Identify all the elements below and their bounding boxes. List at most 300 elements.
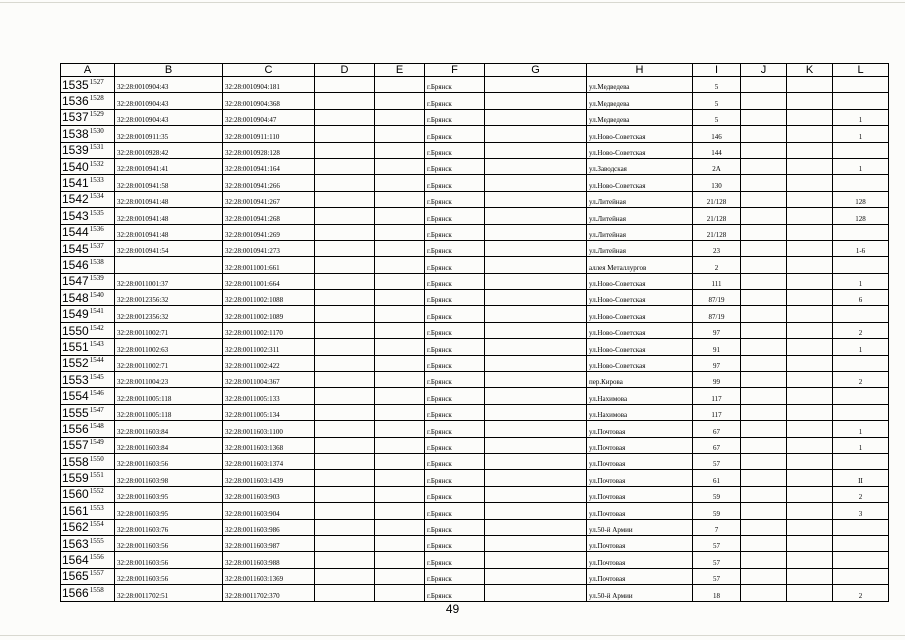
cell-c[interactable]: 32:28:0011603:1368 bbox=[223, 437, 315, 453]
cell-j[interactable] bbox=[741, 404, 787, 420]
row-cell-a[interactable] bbox=[61, 126, 115, 142]
cell-j[interactable] bbox=[741, 388, 787, 404]
cell-d[interactable] bbox=[315, 273, 375, 289]
cell-c[interactable]: 32:28:0011002:311 bbox=[223, 339, 315, 355]
cell-b[interactable]: 32:28:0011603:56 bbox=[115, 535, 223, 551]
cell-e[interactable] bbox=[375, 355, 425, 371]
cell-j[interactable] bbox=[741, 306, 787, 322]
cell-i[interactable]: 21/128 bbox=[693, 208, 741, 224]
cell-k[interactable] bbox=[787, 257, 833, 273]
cell-l[interactable]: 2 bbox=[833, 486, 889, 502]
cell-c[interactable]: 32:28:0010941:266 bbox=[223, 175, 315, 191]
cell-c[interactable]: 32:28:0010928:128 bbox=[223, 142, 315, 158]
cell-i[interactable]: 97 bbox=[693, 322, 741, 338]
cell-d[interactable] bbox=[315, 158, 375, 174]
cell-i[interactable]: 91 bbox=[693, 339, 741, 355]
cell-f[interactable]: г.Брянск bbox=[425, 158, 485, 174]
cell-b[interactable]: 32:28:0011603:56 bbox=[115, 568, 223, 584]
cell-d[interactable] bbox=[315, 290, 375, 306]
row-cell-a[interactable] bbox=[61, 77, 115, 93]
cell-f[interactable]: г.Брянск bbox=[425, 421, 485, 437]
cell-g[interactable] bbox=[485, 109, 587, 125]
cell-e[interactable] bbox=[375, 388, 425, 404]
cell-e[interactable] bbox=[375, 126, 425, 142]
row-cell-a[interactable] bbox=[61, 404, 115, 420]
cell-l[interactable]: 6 bbox=[833, 290, 889, 306]
cell-k[interactable] bbox=[787, 585, 833, 601]
cell-d[interactable] bbox=[315, 175, 375, 191]
cell-g[interactable] bbox=[485, 322, 587, 338]
column-header-h[interactable]: H bbox=[587, 64, 693, 77]
cell-e[interactable] bbox=[375, 568, 425, 584]
cell-e[interactable] bbox=[375, 290, 425, 306]
cell-e[interactable] bbox=[375, 437, 425, 453]
cell-l[interactable] bbox=[833, 453, 889, 469]
cell-j[interactable] bbox=[741, 109, 787, 125]
cell-j[interactable] bbox=[741, 257, 787, 273]
cell-b[interactable]: 32:28:0010904:43 bbox=[115, 109, 223, 125]
cell-e[interactable] bbox=[375, 503, 425, 519]
cell-h[interactable]: ул.Ново-Советская bbox=[587, 175, 693, 191]
cell-b[interactable]: 32:28:0011002:63 bbox=[115, 339, 223, 355]
cell-i[interactable]: 7 bbox=[693, 519, 741, 535]
row-cell-a[interactable] bbox=[61, 503, 115, 519]
cell-i[interactable]: 117 bbox=[693, 388, 741, 404]
cell-j[interactable] bbox=[741, 208, 787, 224]
cell-c[interactable]: 32:28:0011603:903 bbox=[223, 486, 315, 502]
cell-k[interactable] bbox=[787, 388, 833, 404]
cell-g[interactable] bbox=[485, 404, 587, 420]
cell-l[interactable]: II bbox=[833, 470, 889, 486]
cell-c[interactable]: 32:28:0011603:1369 bbox=[223, 568, 315, 584]
cell-e[interactable] bbox=[375, 93, 425, 109]
cell-b[interactable]: 32:28:0011603:95 bbox=[115, 486, 223, 502]
cell-e[interactable] bbox=[375, 453, 425, 469]
cell-d[interactable] bbox=[315, 372, 375, 388]
cell-b[interactable]: 32:28:0011603:56 bbox=[115, 453, 223, 469]
cell-j[interactable] bbox=[741, 142, 787, 158]
cell-j[interactable] bbox=[741, 421, 787, 437]
cell-b[interactable]: 32:28:0012356:32 bbox=[115, 290, 223, 306]
cell-j[interactable] bbox=[741, 470, 787, 486]
cell-l[interactable]: 128 bbox=[833, 208, 889, 224]
cell-f[interactable]: г.Брянск bbox=[425, 257, 485, 273]
cell-l[interactable]: 2 bbox=[833, 372, 889, 388]
cell-d[interactable] bbox=[315, 306, 375, 322]
cell-c[interactable]: 32:28:0010904:181 bbox=[223, 77, 315, 93]
cell-h[interactable]: ул.Медведева bbox=[587, 109, 693, 125]
cell-f[interactable]: г.Брянск bbox=[425, 404, 485, 420]
cell-d[interactable] bbox=[315, 109, 375, 125]
cell-k[interactable] bbox=[787, 486, 833, 502]
cell-b[interactable]: 32:28:0011002:71 bbox=[115, 355, 223, 371]
cell-i[interactable]: 111 bbox=[693, 273, 741, 289]
cell-k[interactable] bbox=[787, 503, 833, 519]
cell-e[interactable] bbox=[375, 322, 425, 338]
cell-e[interactable] bbox=[375, 77, 425, 93]
cell-i[interactable]: 130 bbox=[693, 175, 741, 191]
cell-l[interactable]: 1 bbox=[833, 109, 889, 125]
cell-j[interactable] bbox=[741, 486, 787, 502]
row-cell-a[interactable] bbox=[61, 437, 115, 453]
cell-h[interactable]: ул.50-й Армии bbox=[587, 519, 693, 535]
cell-f[interactable]: г.Брянск bbox=[425, 175, 485, 191]
cell-d[interactable] bbox=[315, 404, 375, 420]
cell-c[interactable]: 32:28:0010941:273 bbox=[223, 240, 315, 256]
cell-c[interactable]: 32:28:0011603:904 bbox=[223, 503, 315, 519]
cell-k[interactable] bbox=[787, 372, 833, 388]
cell-f[interactable]: г.Брянск bbox=[425, 322, 485, 338]
cell-j[interactable] bbox=[741, 273, 787, 289]
row-cell-a[interactable] bbox=[61, 486, 115, 502]
cell-e[interactable] bbox=[375, 519, 425, 535]
row-cell-a[interactable] bbox=[61, 224, 115, 240]
cell-e[interactable] bbox=[375, 404, 425, 420]
cell-b[interactable]: 32:28:0010928:42 bbox=[115, 142, 223, 158]
cell-i[interactable]: 67 bbox=[693, 437, 741, 453]
cell-e[interactable] bbox=[375, 421, 425, 437]
cell-c[interactable]: 32:28:0011001:664 bbox=[223, 273, 315, 289]
column-header-l[interactable]: L bbox=[833, 64, 889, 77]
cell-h[interactable]: ул.Почтовая bbox=[587, 453, 693, 469]
cell-d[interactable] bbox=[315, 503, 375, 519]
cell-g[interactable] bbox=[485, 421, 587, 437]
cell-f[interactable]: г.Брянск bbox=[425, 568, 485, 584]
cell-i[interactable]: 21/128 bbox=[693, 191, 741, 207]
cell-j[interactable] bbox=[741, 437, 787, 453]
cell-g[interactable] bbox=[485, 388, 587, 404]
cell-c[interactable]: 32:28:0010904:368 bbox=[223, 93, 315, 109]
cell-c[interactable]: 32:28:0010941:164 bbox=[223, 158, 315, 174]
cell-l[interactable]: 1 bbox=[833, 273, 889, 289]
cell-c[interactable]: 32:28:0010941:268 bbox=[223, 208, 315, 224]
cell-f[interactable]: г.Брянск bbox=[425, 93, 485, 109]
cell-f[interactable]: г.Брянск bbox=[425, 585, 485, 601]
cell-k[interactable] bbox=[787, 404, 833, 420]
cell-e[interactable] bbox=[375, 372, 425, 388]
cell-h[interactable]: ул.Почтовая bbox=[587, 535, 693, 551]
cell-g[interactable] bbox=[485, 585, 587, 601]
cell-b[interactable]: 32:28:0011004:23 bbox=[115, 372, 223, 388]
cell-h[interactable]: ул.Ново-Советская bbox=[587, 339, 693, 355]
cell-h[interactable]: ул.Ново-Советская bbox=[587, 355, 693, 371]
column-header-g[interactable]: G bbox=[485, 64, 587, 77]
cell-g[interactable] bbox=[485, 290, 587, 306]
cell-h[interactable]: ул.Заводская bbox=[587, 158, 693, 174]
cell-b[interactable]: 32:28:0011603:76 bbox=[115, 519, 223, 535]
cell-j[interactable] bbox=[741, 126, 787, 142]
row-cell-a[interactable] bbox=[61, 257, 115, 273]
cell-i[interactable]: 97 bbox=[693, 355, 741, 371]
cell-j[interactable] bbox=[741, 240, 787, 256]
cell-b[interactable]: 32:28:0011603:98 bbox=[115, 470, 223, 486]
cell-k[interactable] bbox=[787, 109, 833, 125]
column-header-e[interactable]: E bbox=[375, 64, 425, 77]
cell-d[interactable] bbox=[315, 93, 375, 109]
cell-f[interactable]: г.Брянск bbox=[425, 372, 485, 388]
cell-k[interactable] bbox=[787, 470, 833, 486]
row-cell-a[interactable] bbox=[61, 535, 115, 551]
cell-e[interactable] bbox=[375, 273, 425, 289]
cell-j[interactable] bbox=[741, 585, 787, 601]
cell-b[interactable]: 32:28:0011603:84 bbox=[115, 421, 223, 437]
column-header-k[interactable]: K bbox=[787, 64, 833, 77]
cell-f[interactable]: г.Брянск bbox=[425, 77, 485, 93]
cell-g[interactable] bbox=[485, 208, 587, 224]
cell-h[interactable]: ул.Ново-Советская bbox=[587, 306, 693, 322]
cell-d[interactable] bbox=[315, 355, 375, 371]
cell-i[interactable]: 5 bbox=[693, 77, 741, 93]
cell-e[interactable] bbox=[375, 175, 425, 191]
cell-h[interactable]: ул.Ново-Советская bbox=[587, 142, 693, 158]
cell-g[interactable] bbox=[485, 503, 587, 519]
cell-l[interactable]: 2 bbox=[833, 322, 889, 338]
cell-f[interactable]: г.Брянск bbox=[425, 453, 485, 469]
cell-b[interactable]: 32:28:0011005:118 bbox=[115, 404, 223, 420]
cell-l[interactable] bbox=[833, 306, 889, 322]
cell-c[interactable]: 32:28:0011002:1170 bbox=[223, 322, 315, 338]
cell-h[interactable]: ул.Нахимова bbox=[587, 404, 693, 420]
cell-g[interactable] bbox=[485, 535, 587, 551]
cell-e[interactable] bbox=[375, 552, 425, 568]
cell-i[interactable]: 61 bbox=[693, 470, 741, 486]
cell-f[interactable]: г.Брянск bbox=[425, 355, 485, 371]
cell-h[interactable]: ул.Почтовая bbox=[587, 470, 693, 486]
cell-c[interactable]: 32:28:0011004:367 bbox=[223, 372, 315, 388]
cell-j[interactable] bbox=[741, 77, 787, 93]
cell-h[interactable]: ул.Почтовая bbox=[587, 568, 693, 584]
cell-l[interactable] bbox=[833, 355, 889, 371]
cell-i[interactable]: 57 bbox=[693, 552, 741, 568]
cell-l[interactable]: 1 bbox=[833, 421, 889, 437]
cell-d[interactable] bbox=[315, 486, 375, 502]
cell-g[interactable] bbox=[485, 158, 587, 174]
cell-g[interactable] bbox=[485, 453, 587, 469]
cell-f[interactable]: г.Брянск bbox=[425, 552, 485, 568]
row-cell-a[interactable] bbox=[61, 290, 115, 306]
cell-d[interactable] bbox=[315, 339, 375, 355]
cell-f[interactable]: г.Брянск bbox=[425, 290, 485, 306]
cell-d[interactable] bbox=[315, 437, 375, 453]
cell-j[interactable] bbox=[741, 519, 787, 535]
cell-d[interactable] bbox=[315, 191, 375, 207]
cell-f[interactable]: г.Брянск bbox=[425, 273, 485, 289]
cell-h[interactable]: ул.Литейная bbox=[587, 240, 693, 256]
column-header-j[interactable]: J bbox=[741, 64, 787, 77]
cell-h[interactable]: ул.Ново-Советская bbox=[587, 290, 693, 306]
row-cell-a[interactable] bbox=[61, 585, 115, 601]
cell-i[interactable]: 18 bbox=[693, 585, 741, 601]
cell-k[interactable] bbox=[787, 290, 833, 306]
cell-f[interactable]: г.Брянск bbox=[425, 470, 485, 486]
cell-b[interactable]: 32:28:0010904:43 bbox=[115, 77, 223, 93]
cell-k[interactable] bbox=[787, 535, 833, 551]
cell-i[interactable]: 21/128 bbox=[693, 224, 741, 240]
column-header-i[interactable]: I bbox=[693, 64, 741, 77]
cell-l[interactable] bbox=[833, 175, 889, 191]
cell-h[interactable]: ул.Почтовая bbox=[587, 437, 693, 453]
cell-j[interactable] bbox=[741, 503, 787, 519]
cell-i[interactable]: 59 bbox=[693, 503, 741, 519]
cell-i[interactable]: 5 bbox=[693, 93, 741, 109]
cell-c[interactable]: 32:28:0011005:134 bbox=[223, 404, 315, 420]
cell-c[interactable]: 32:28:0011603:1100 bbox=[223, 421, 315, 437]
cell-h[interactable]: ул.Нахимова bbox=[587, 388, 693, 404]
cell-e[interactable] bbox=[375, 240, 425, 256]
cell-g[interactable] bbox=[485, 355, 587, 371]
cell-k[interactable] bbox=[787, 240, 833, 256]
cell-d[interactable] bbox=[315, 535, 375, 551]
cell-i[interactable]: 117 bbox=[693, 404, 741, 420]
cell-h[interactable]: ул.Литейная bbox=[587, 224, 693, 240]
row-cell-a[interactable] bbox=[61, 372, 115, 388]
cell-c[interactable]: 32:28:0010941:267 bbox=[223, 191, 315, 207]
cell-k[interactable] bbox=[787, 142, 833, 158]
cell-f[interactable]: г.Брянск bbox=[425, 388, 485, 404]
row-cell-a[interactable] bbox=[61, 322, 115, 338]
cell-c[interactable]: 32:28:0011603:987 bbox=[223, 535, 315, 551]
cell-g[interactable] bbox=[485, 224, 587, 240]
cell-l[interactable] bbox=[833, 535, 889, 551]
cell-k[interactable] bbox=[787, 77, 833, 93]
column-header-c[interactable]: C bbox=[223, 64, 315, 77]
cell-f[interactable]: г.Брянск bbox=[425, 306, 485, 322]
cell-b[interactable]: 32:28:0011702:51 bbox=[115, 585, 223, 601]
row-cell-a[interactable] bbox=[61, 93, 115, 109]
cell-b[interactable]: 32:28:0012356:32 bbox=[115, 306, 223, 322]
cell-c[interactable]: 32:28:0011603:986 bbox=[223, 519, 315, 535]
cell-i[interactable]: 23 bbox=[693, 240, 741, 256]
cell-d[interactable] bbox=[315, 585, 375, 601]
cell-f[interactable]: г.Брянск bbox=[425, 191, 485, 207]
cell-b[interactable]: 32:28:0010941:58 bbox=[115, 175, 223, 191]
row-cell-a[interactable] bbox=[61, 388, 115, 404]
cell-d[interactable] bbox=[315, 568, 375, 584]
column-header-d[interactable]: D bbox=[315, 64, 375, 77]
row-cell-a[interactable] bbox=[61, 339, 115, 355]
cell-g[interactable] bbox=[485, 191, 587, 207]
cell-g[interactable] bbox=[485, 175, 587, 191]
cell-c[interactable]: 32:28:0010941:269 bbox=[223, 224, 315, 240]
cell-l[interactable]: 1-6 bbox=[833, 240, 889, 256]
cell-b[interactable]: 32:28:0010911:35 bbox=[115, 126, 223, 142]
cell-h[interactable]: ул.50-й Армии bbox=[587, 585, 693, 601]
column-header-f[interactable]: F bbox=[425, 64, 485, 77]
cell-e[interactable] bbox=[375, 535, 425, 551]
cell-l[interactable]: 128 bbox=[833, 191, 889, 207]
cell-g[interactable] bbox=[485, 93, 587, 109]
cell-e[interactable] bbox=[375, 306, 425, 322]
row-cell-a[interactable] bbox=[61, 421, 115, 437]
cell-b[interactable]: 32:28:0010904:43 bbox=[115, 93, 223, 109]
cell-e[interactable] bbox=[375, 486, 425, 502]
cell-d[interactable] bbox=[315, 77, 375, 93]
cell-i[interactable]: 57 bbox=[693, 568, 741, 584]
cell-f[interactable]: г.Брянск bbox=[425, 535, 485, 551]
cell-h[interactable]: ул.Литейная bbox=[587, 208, 693, 224]
cell-k[interactable] bbox=[787, 306, 833, 322]
column-header-a[interactable]: A bbox=[61, 64, 115, 77]
cell-d[interactable] bbox=[315, 257, 375, 273]
cell-e[interactable] bbox=[375, 470, 425, 486]
cell-e[interactable] bbox=[375, 339, 425, 355]
cell-k[interactable] bbox=[787, 191, 833, 207]
cell-f[interactable]: г.Брянск bbox=[425, 240, 485, 256]
cell-g[interactable] bbox=[485, 486, 587, 502]
cell-f[interactable]: г.Брянск bbox=[425, 224, 485, 240]
cell-i[interactable]: 57 bbox=[693, 453, 741, 469]
cell-l[interactable] bbox=[833, 257, 889, 273]
cell-j[interactable] bbox=[741, 290, 787, 306]
cell-c[interactable]: 32:28:0011603:1439 bbox=[223, 470, 315, 486]
cell-k[interactable] bbox=[787, 453, 833, 469]
cell-l[interactable] bbox=[833, 224, 889, 240]
cell-h[interactable]: ул.Медведева bbox=[587, 77, 693, 93]
cell-h[interactable]: ул.Почтовая bbox=[587, 503, 693, 519]
cell-g[interactable] bbox=[485, 257, 587, 273]
cell-j[interactable] bbox=[741, 355, 787, 371]
cell-d[interactable] bbox=[315, 126, 375, 142]
cell-g[interactable] bbox=[485, 142, 587, 158]
cell-k[interactable] bbox=[787, 208, 833, 224]
cell-e[interactable] bbox=[375, 158, 425, 174]
cell-h[interactable]: ул.Почтовая bbox=[587, 486, 693, 502]
cell-i[interactable]: 5 bbox=[693, 109, 741, 125]
cell-f[interactable]: г.Брянск bbox=[425, 437, 485, 453]
cell-k[interactable] bbox=[787, 568, 833, 584]
cell-d[interactable] bbox=[315, 388, 375, 404]
cell-c[interactable]: 32:28:0011002:1089 bbox=[223, 306, 315, 322]
cell-g[interactable] bbox=[485, 77, 587, 93]
cell-g[interactable] bbox=[485, 568, 587, 584]
cell-k[interactable] bbox=[787, 519, 833, 535]
row-cell-a[interactable] bbox=[61, 306, 115, 322]
cell-h[interactable]: пер.Кирова bbox=[587, 372, 693, 388]
cell-f[interactable]: г.Брянск bbox=[425, 208, 485, 224]
cell-l[interactable]: 2 bbox=[833, 585, 889, 601]
cell-d[interactable] bbox=[315, 142, 375, 158]
cell-j[interactable] bbox=[741, 322, 787, 338]
cell-i[interactable]: 57 bbox=[693, 535, 741, 551]
row-cell-a[interactable] bbox=[61, 208, 115, 224]
cell-i[interactable]: 144 bbox=[693, 142, 741, 158]
cell-f[interactable]: г.Брянск bbox=[425, 142, 485, 158]
cell-j[interactable] bbox=[741, 224, 787, 240]
cell-k[interactable] bbox=[787, 339, 833, 355]
cell-e[interactable] bbox=[375, 191, 425, 207]
cell-h[interactable]: ул.Ново-Советская bbox=[587, 322, 693, 338]
row-cell-a[interactable] bbox=[61, 568, 115, 584]
row-cell-a[interactable] bbox=[61, 355, 115, 371]
cell-j[interactable] bbox=[741, 175, 787, 191]
cell-k[interactable] bbox=[787, 158, 833, 174]
row-cell-a[interactable] bbox=[61, 158, 115, 174]
cell-c[interactable]: 32:28:0011603:988 bbox=[223, 552, 315, 568]
cell-b[interactable]: 32:28:0011603:84 bbox=[115, 437, 223, 453]
cell-d[interactable] bbox=[315, 224, 375, 240]
cell-g[interactable] bbox=[485, 470, 587, 486]
cell-c[interactable]: 32:28:0011002:1088 bbox=[223, 290, 315, 306]
cell-b[interactable] bbox=[115, 257, 223, 273]
cell-b[interactable]: 32:28:0011002:71 bbox=[115, 322, 223, 338]
cell-e[interactable] bbox=[375, 224, 425, 240]
cell-j[interactable] bbox=[741, 552, 787, 568]
cell-l[interactable] bbox=[833, 142, 889, 158]
cell-l[interactable] bbox=[833, 77, 889, 93]
cell-d[interactable] bbox=[315, 519, 375, 535]
cell-j[interactable] bbox=[741, 535, 787, 551]
cell-f[interactable]: г.Брянск bbox=[425, 339, 485, 355]
